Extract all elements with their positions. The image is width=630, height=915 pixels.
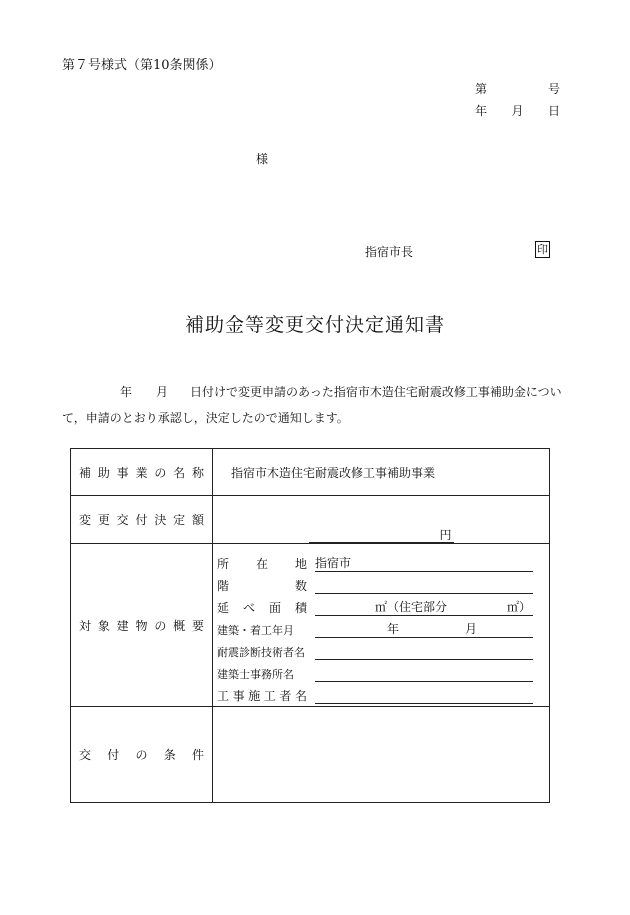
label-project-name [71,449,213,496]
project-name: 指宿市木造住宅耐震改修工事補助事業 [213,449,550,496]
label-char: 額 [191,513,204,527]
row-building-summary [71,544,550,707]
construction-year: 年 [387,622,400,636]
date-year: 年 [475,104,488,118]
date-month: 月 [511,104,524,118]
sub-label-char: 面 [268,601,281,615]
number-suffix: 号 [547,82,560,96]
issuer: 指宿市長 [365,245,414,259]
label-char: 定 [173,513,186,527]
location-value: 指宿市 [315,556,352,570]
floor-area-label [217,599,307,616]
architect-office-row [217,660,533,682]
label-char: の [135,748,148,762]
residential-area-unit: ㎡） [506,600,531,614]
number-prefix: 第 [475,82,488,96]
label-char: 物 [135,618,148,633]
label-char: 対 [79,618,92,633]
building-details [213,544,549,706]
label-char: 要 [191,618,204,633]
sub-label-char: 施 [248,689,261,703]
row-amount [71,496,550,544]
body-month: 月 [156,385,169,399]
seal-mark: 印 [537,243,548,256]
document-number [475,80,560,97]
architect-office-label: 建築士事務所名 [217,668,294,681]
floors-label [217,577,307,594]
label-char: 付 [135,513,148,527]
label-char: 称 [191,465,204,480]
body-year: 年 [120,385,133,399]
label-char: 条 [163,748,176,762]
label-char: 建 [116,618,129,633]
floor-area-row [217,594,533,616]
architect-office-field [315,667,533,682]
sub-label-char: 工 [263,689,276,703]
label-char: 交 [116,513,129,527]
label-building-summary [71,544,213,707]
sub-label-char: 名 [294,689,307,703]
body-text [62,379,572,431]
label-char: 変 [79,513,92,527]
contractor-label [217,687,307,704]
amount-cell [213,496,550,544]
label-char: 付 [107,748,120,762]
sub-label-char: べ [242,601,255,615]
label-amount [71,496,213,544]
sub-label-char: 在 [255,557,268,571]
label-char: 概 [173,618,186,633]
construction-date-field [315,623,533,638]
label-char: 事 [116,465,129,480]
document-title: 補助金等変更交付決定通知書 [184,314,445,336]
sub-label-char: 階 [217,579,230,593]
sub-label-char: 事 [232,689,245,703]
amount-unit: 円 [439,528,452,542]
label-char: 決 [154,513,167,527]
sub-label-char: 数 [294,579,307,593]
location-row [217,550,533,572]
label-char: 名 [173,465,186,480]
floors-row [217,572,533,594]
label-char: 補 [79,465,92,480]
label-char: の [154,618,167,633]
addressee-suffix: 様 [256,152,269,166]
sub-label-char: 工 [217,689,230,703]
floor-area-unit: ㎡（住宅部分 [375,600,448,614]
label-char: 業 [135,465,148,480]
sub-label-char: 地 [294,557,307,571]
contractor-field [315,689,533,704]
label-char: 交 [79,748,92,762]
label-char: 助 [97,465,110,480]
notice-table [70,448,550,803]
row-project-name [71,449,550,496]
location-label [217,555,307,572]
diagnostician-row [217,638,533,660]
sub-label-char: 者 [279,689,292,703]
construction-month: 月 [465,622,478,636]
construction-date-label: 建築・着工年月 [217,624,294,637]
label-char: 件 [191,748,204,762]
diagnostician-field [315,645,533,660]
label-conditions [71,707,213,803]
contractor-row [217,682,533,704]
label-char: の [154,465,167,480]
form-id: 第７号様式（第10条関係） [62,58,222,73]
construction-date-row [217,616,533,638]
label-char: 更 [97,513,110,527]
issue-date [475,102,560,119]
sub-label-char: 積 [294,601,307,615]
building-summary-cell [213,544,550,707]
amount-field [309,528,454,543]
sub-label-char: 延 [217,601,230,615]
row-conditions [71,707,550,803]
floor-area-field [315,601,533,616]
label-char: 象 [97,618,110,633]
location-field [315,557,533,572]
date-day: 日 [547,104,560,118]
diagnostician-label: 耐震診断技術者名 [217,646,305,659]
sub-label-char: 所 [217,557,230,571]
conditions-cell [213,707,550,803]
body-sentence: 日付けで変更申請のあった指宿市木造住宅耐震改修工事補助金について，申請のとおり承認し，決定したので通知します。 [62,385,562,425]
floors-field [315,579,533,594]
